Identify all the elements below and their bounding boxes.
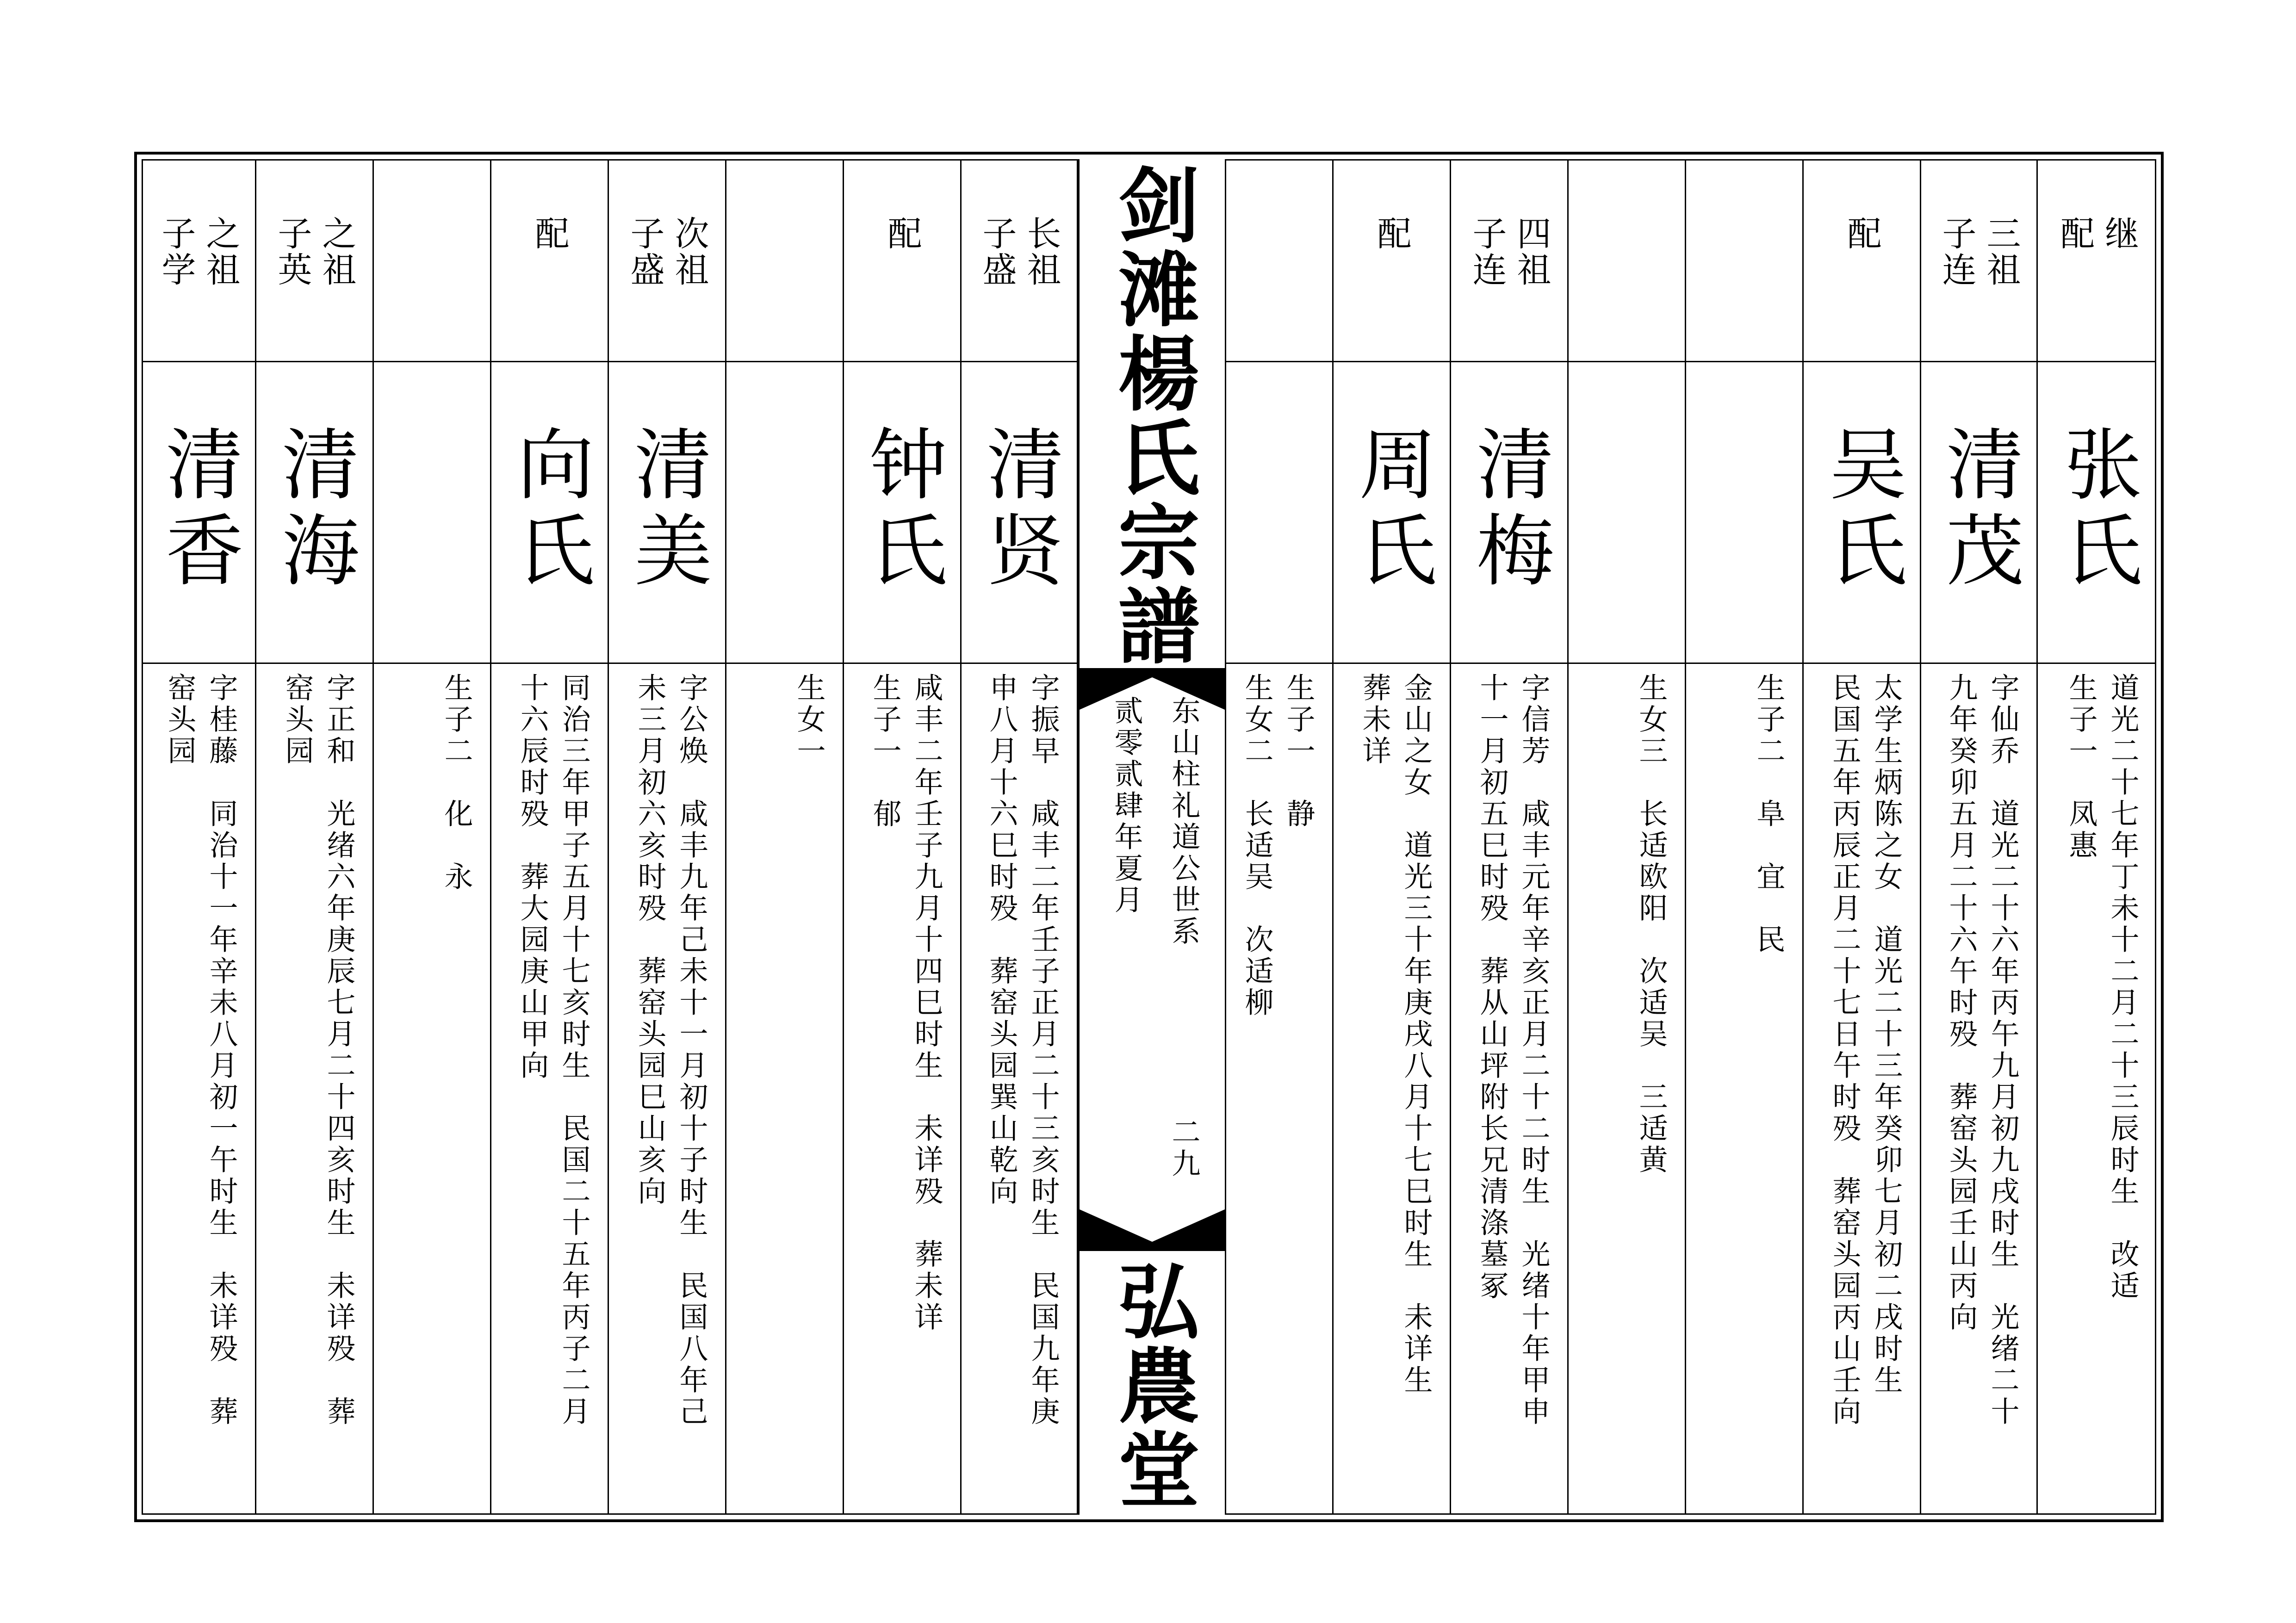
biography-note: 生子二 阜 宜 民 xyxy=(1752,673,1786,956)
relation-label: 之祖 子学 xyxy=(156,216,241,288)
relation-label: 三祖 子连 xyxy=(1936,216,2021,288)
entry-column xyxy=(1686,159,1804,1515)
biography-note: 金山之女 道光三十年庚戌八月十七巳时生 未详生 葬未详 xyxy=(1358,673,1433,1396)
biography-note: 咸丰二年壬子九月十四巳时生 未详殁 葬未详 生子一 郁 xyxy=(868,673,943,1333)
person-name: 周氏 xyxy=(1346,424,1437,596)
row-divider xyxy=(142,663,1078,664)
biography-note: 道光二十七年丁未十二月二十三辰时生 改适 生子一 凤惠 xyxy=(2064,673,2140,1302)
biography-note: 字仙乔 道光二十六年丙午九月初九戌时生 光绪二十 九年癸卯五月二十六午时殁 葬窑头园壬山丙向 xyxy=(1944,673,2020,1428)
entry-column xyxy=(142,159,256,1515)
row-divider xyxy=(1226,663,2156,664)
relation-label: 长祖 子盛 xyxy=(977,216,1061,288)
relation-label: 之祖 子英 xyxy=(272,216,357,288)
entry-column xyxy=(1334,159,1451,1515)
biography-note: 字桂藤 同治十一年辛未八月初一午时生 未详殁 葬 窑头园 xyxy=(163,673,238,1428)
entry-column xyxy=(1804,159,1921,1515)
person-name: 清美 xyxy=(621,424,713,596)
relation-label: 四祖 子连 xyxy=(1467,216,1551,288)
entry-column xyxy=(1921,159,2038,1515)
biography-note: 太学生炳陈之女 道光二十三年癸卯七月初二戌时生 民国五年丙辰正月二十七日午时殁 葬窑头园丙山壬向 xyxy=(1828,673,1903,1428)
biography-note: 生女三 长适欧阳 次适吴 三适黄 xyxy=(1634,673,1668,1176)
person-name: 吴氏 xyxy=(1816,424,1907,596)
page-number: 二九 xyxy=(1167,1117,1201,1180)
relation-label: 次祖 子盛 xyxy=(625,216,709,288)
entry-column xyxy=(609,159,726,1515)
relation-label: 配 xyxy=(1842,216,1882,252)
entry-column xyxy=(962,159,1078,1515)
biography-note: 生子二 化 永 xyxy=(440,673,473,893)
person-name: 张氏 xyxy=(2052,424,2142,596)
person-name: 向氏 xyxy=(504,424,595,596)
relation-label: 配 xyxy=(529,216,570,252)
person-name: 清香 xyxy=(153,424,244,596)
date-line: 贰零贰肆年夏月 xyxy=(1110,696,1143,916)
biography-note: 生女一 xyxy=(792,673,826,767)
hall-name: 弘農堂 xyxy=(1105,1259,1200,1512)
entry-column xyxy=(1226,159,1334,1515)
book-title: 剑滩楊氏宗譜 xyxy=(1105,163,1200,668)
fishtail-mark-top xyxy=(1080,668,1225,710)
biography-note: 字信芳 咸丰元年辛亥正月二十二时生 光绪十年甲申 十一月初五巳时殁 葬从山坪附长兄清涤墓冢 xyxy=(1475,673,1551,1428)
biography-note: 字公焕 咸丰九年己未十一月初十子时生 民国八年己 未三月初六亥时殁 葬窑头园巳山亥向 xyxy=(633,673,708,1428)
entry-column xyxy=(256,159,374,1515)
relation-label: 配 xyxy=(882,216,922,252)
center-spine xyxy=(1078,159,1226,1515)
entry-column xyxy=(1569,159,1686,1515)
person-name: 清梅 xyxy=(1464,424,1555,596)
person-name: 钟氏 xyxy=(856,424,948,596)
row-divider xyxy=(1226,361,2156,362)
entry-column xyxy=(2038,159,2156,1515)
relation-label: 配 xyxy=(1371,216,1412,252)
entry-column xyxy=(844,159,962,1515)
entry-column xyxy=(491,159,609,1515)
biography-note: 同治三年甲子五月十七亥时生 民国二十五年丙子二月 十六辰时殁 葬大园庚山甲向 xyxy=(515,673,591,1428)
person-name: 清海 xyxy=(269,424,360,596)
biography-note: 字振早 咸丰二年壬子正月二十三亥时生 民国九年庚 申八月十六巳时殁 葬窑头园巽山乾向 xyxy=(985,673,1060,1428)
fishtail-mark-bottom xyxy=(1080,1209,1225,1251)
row-divider xyxy=(142,361,1078,362)
lineage-line: 东山柱礼道公世系 xyxy=(1167,696,1201,948)
biography-note: 生子一 静 生女二 长适吴 次适柳 xyxy=(1240,673,1316,1019)
entry-column xyxy=(726,159,844,1515)
person-name: 清茂 xyxy=(1933,424,2024,596)
entry-column xyxy=(374,159,491,1515)
person-name: 清贤 xyxy=(974,424,1065,596)
biography-note: 字正和 光绪六年庚辰七月二十四亥时生 未详殁 葬 窑头园 xyxy=(280,673,356,1428)
relation-label: 继 配 xyxy=(2055,216,2139,252)
entry-column xyxy=(1451,159,1569,1515)
